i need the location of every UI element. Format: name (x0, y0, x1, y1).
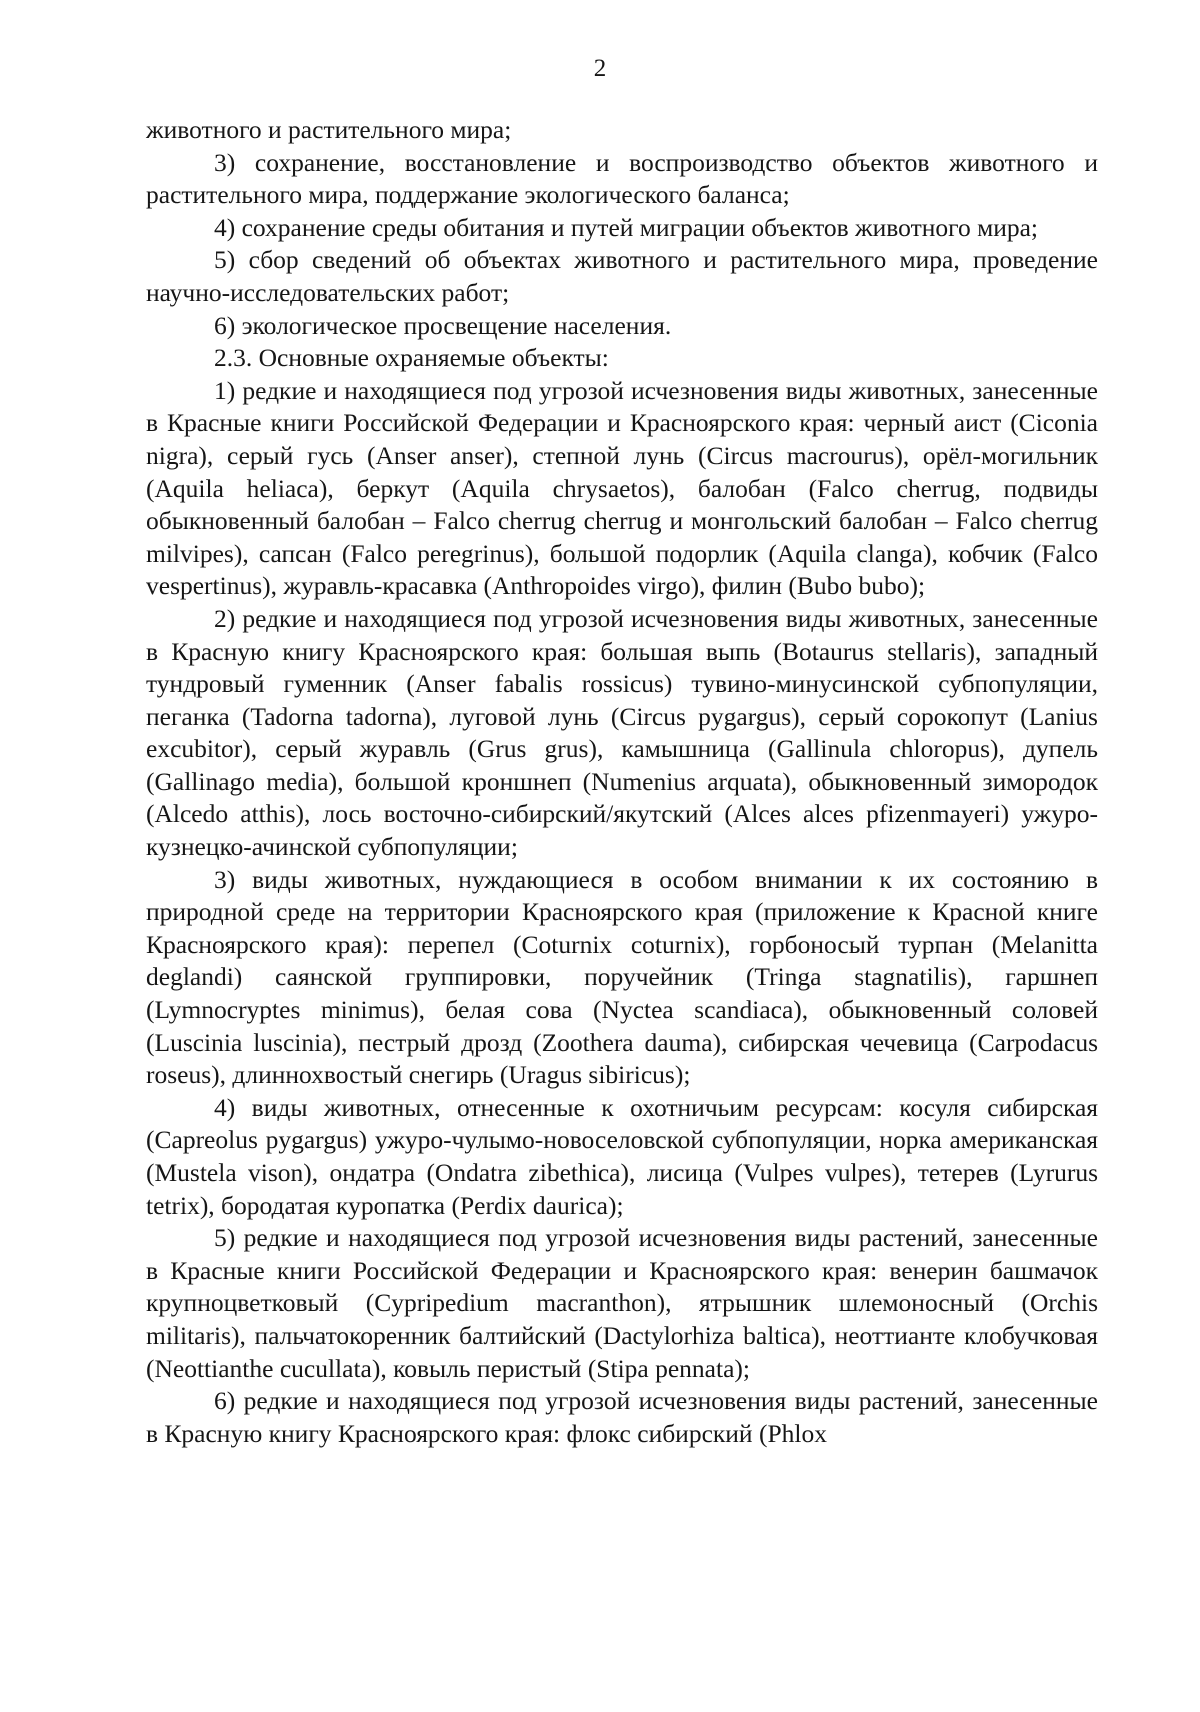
document-body (146, 114, 1098, 1450)
list-item: 6) редкие и находящиеся под угрозой исчезновения виды растений, занесенные в Красную книгу Красноярского края: флокс сибирский (Phlox (146, 1386, 1098, 1448)
page-number: 2 (593, 55, 607, 82)
paragraph: животного и растительного мира; (146, 115, 512, 144)
list-item: 6) экологическое просвещение населения. (214, 310, 672, 340)
list-item: 1) редкие и находящиеся под угрозой исчезновения виды животных, занесенные в Красные книги Российской Федерации и Красноярского края: черный аист (Ciconia nigra), серый гусь (Anser anser), степной лунь (Circus macrourus), орёл-могильник (Aquila heliaca), беркут (Aquila chrysaetos), балобан (Falco cherrug, подвиды обыкновенный балобан – Falco cherrug cherrug и монгольский балобан – Falco cherrug milvipes), сапсан (Falco peregrinus), большой подорлик (Aquila clanga), кобчик (Falco vespertinus), журавль-красавка (Anthropoides virgo), филин (Bubo bubo); (146, 375, 1098, 601)
list-item: 3) виды животных, нуждающиеся в особом внимании к их состоянию в природной среде на территории Красноярского края (приложение к Красной книге Красноярского края): перепел (Coturnix coturnix), горбоносый турпан (Melanitta deglandi) саянской группировки, поручейник (Tringa stagnatilis), гаршнеп (Lymnocryptes minimus), белая сова (Nyctea scandiaca), обыкновенный соловей (Luscinia luscinia), пестрый дрозд (Zoothera dauma), сибирская чечевица (Carpodacus roseus), длиннохвостый снегирь (Uragus sibiricus); (146, 864, 1098, 1090)
list-item: 2) редкие и находящиеся под угрозой исчезновения виды животных, занесенные в Красную книгу Красноярского края: большая выпь (Botaurus stellaris), западный тундровый гуменник (Anser fabalis rossicus) тувино-минусинской субпопуляции, пеганка (Tadorna tadorna), луговой лунь (Circus pygargus), серый сорокопут (Lanius excubitor), серый журавль (Grus grus), камышница (Gallinula chloropus), дупель (Gallinago media), большой кроншнеп (Numenius arquata), обыкновенный зимородок (Alcedo atthis), лось восточно-сибирский/якутский (Alces alces pfizenmayeri) ужуро-кузнецко-ачинской субпопуляции; (146, 603, 1098, 862)
list-item: 5) сбор сведений об объектах животного и растительного мира, проведение научно-исследовательских работ; (146, 245, 1098, 307)
list-item: 5) редкие и находящиеся под угрозой исчезновения виды растений, занесенные в Красные книги Российской Федерации и Красноярского края: венерин башмачок крупноцветковый (Cypripedium macranthon), ятрышник шлемоносный (Orchis militaris), пальчатокоренник балтийский (Dactylorhiza baltica), неоттианте клобучковая (Neottianthe cucullata), ковыль перистый (Stipa pennata); (146, 1223, 1098, 1383)
list-item: 4) виды животных, отнесенные к охотничьим ресурсам: косуля сибирская (Capreolus pygargus) ужуро-чулымо-новоселовской субпопуляции, норка американская (Mustela vison), ондатра (Ondatra zibethica), лисица (Vulpes vulpes), тетерев (Lyrurus tetrix), бородатая куропатка (Perdix daurica); (146, 1092, 1098, 1220)
list-item: 4) сохранение среды обитания и путей миграции объектов животного мира; (214, 212, 1039, 242)
section-heading: 2.3. Основные охраняемые объекты: (214, 343, 609, 373)
list-item: 3) сохранение, восстановление и воспроизводство объектов животного и растительного мира, поддержание экологического баланса; (146, 147, 1098, 210)
